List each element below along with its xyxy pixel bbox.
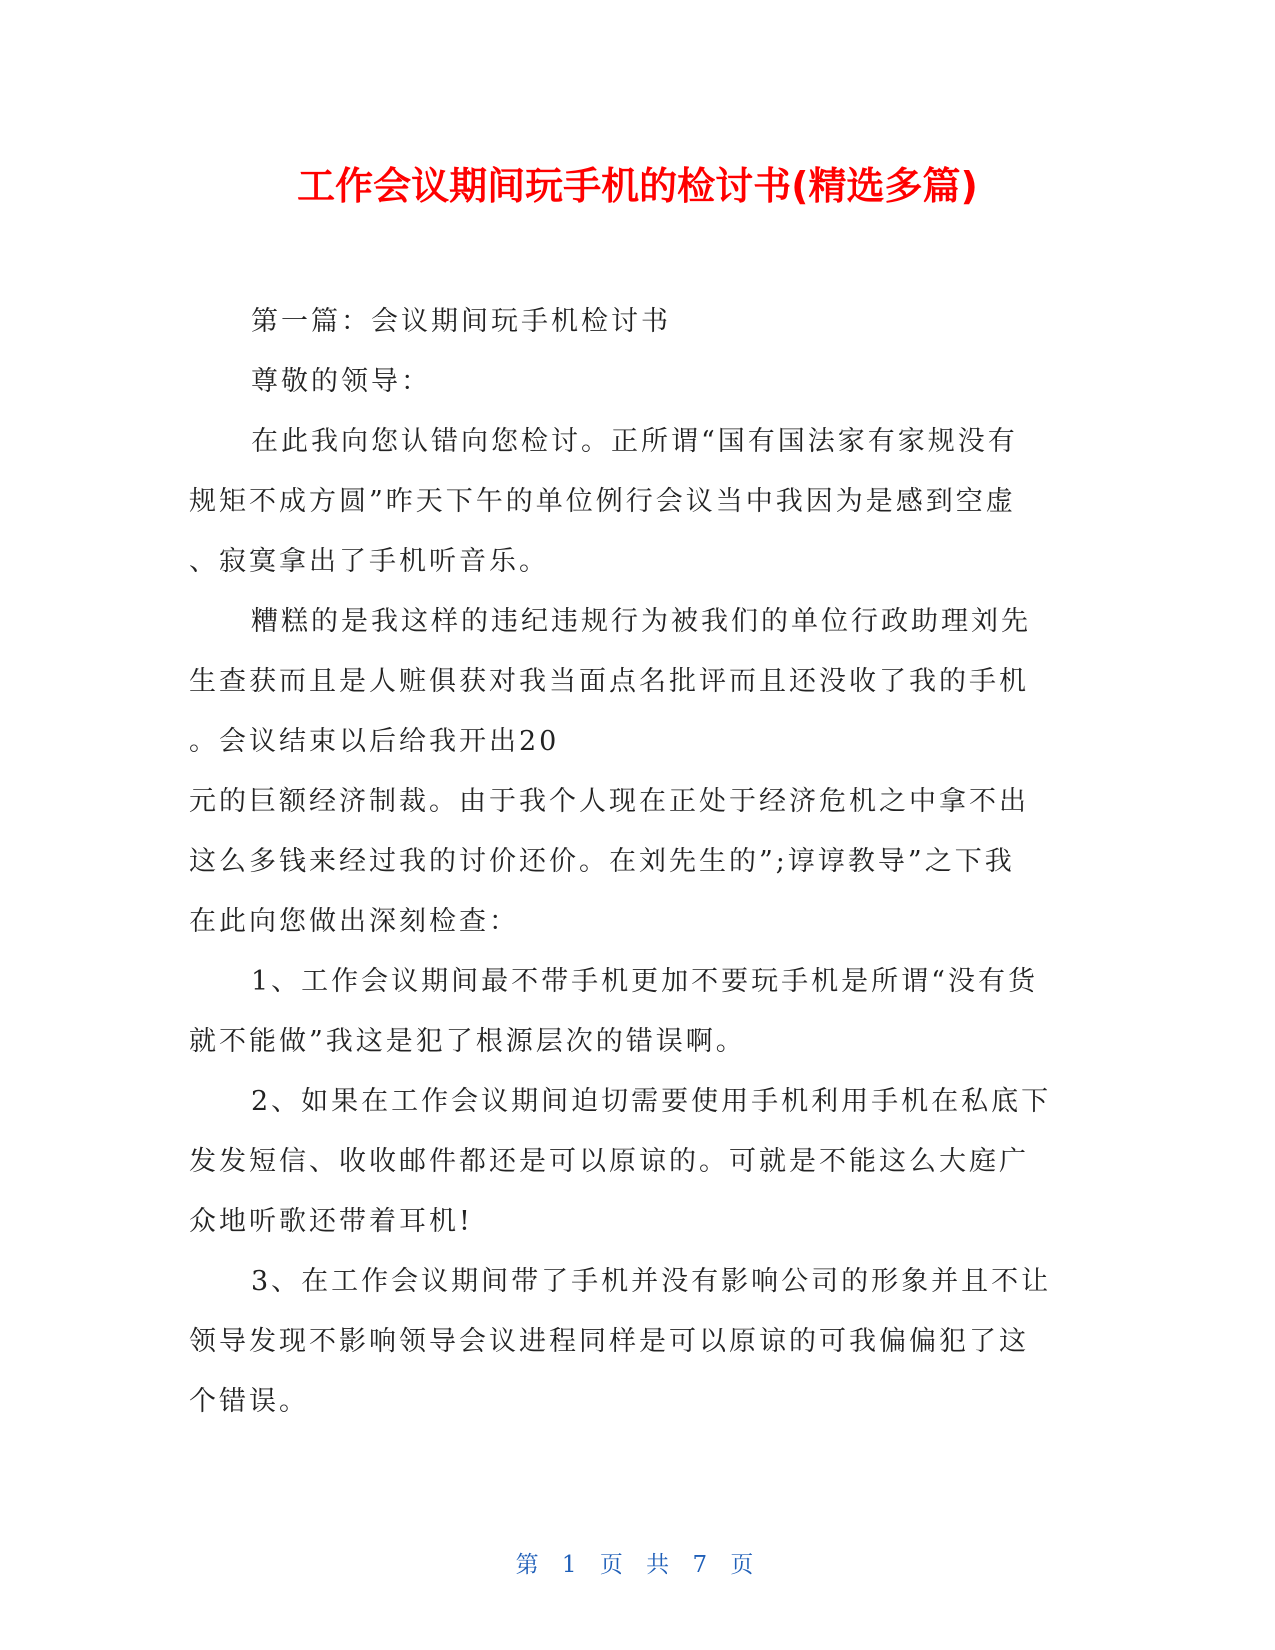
list-item-2: 2、如果在工作会议期间迫切需要使用手机利用手机在私底下	[251, 1086, 1052, 1117]
text-line: 这么多钱来经过我的讨价还价。在刘先生的”;谆谆教导”之下我	[189, 846, 1015, 877]
text-line: 发发短信、收收邮件都还是可以原谅的。可就是不能这么大庭广	[189, 1146, 1029, 1177]
text-line: 规矩不成方圆”昨天下午的单位例行会议当中我因为是感到空虚	[189, 486, 1016, 517]
text-line: 就不能做”我这是犯了根源层次的错误啊。	[189, 1026, 746, 1057]
text-line: 元的巨额经济制裁。由于我个人现在正处于经济危机之中拿不出	[189, 786, 1029, 817]
text-line: 个错误。	[189, 1386, 309, 1417]
salutation: 尊敬的领导：	[251, 366, 431, 397]
text-line: 领导发现不影响领导会议进程同样是可以原谅的可我偏偏犯了这	[189, 1326, 1029, 1357]
text-line: 生查获而且是人赃俱获对我当面点名批评而且还没收了我的手机	[189, 666, 1029, 697]
list-item-1: 1、工作会议期间最不带手机更加不要玩手机是所谓“没有货	[251, 966, 1038, 997]
list-item-3: 3、在工作会议期间带了手机并没有影响公司的形象并且不让	[251, 1266, 1052, 1297]
text-line: 在此向您做出深刻检查：	[189, 906, 519, 937]
text-line: 、寂寞拿出了手机听音乐。	[189, 546, 549, 577]
text-line: 。会议结束以后给我开出20	[189, 726, 560, 757]
document-body	[189, 292, 1079, 1432]
text-line: 众地听歌还带着耳机!	[189, 1206, 473, 1237]
text-line: 在此我向您认错向您检讨。正所谓“国有国法家有家规没有	[251, 426, 1018, 457]
document-title: 工作会议期间玩手机的检讨书(精选多篇)	[297, 164, 978, 208]
page-number-footer: 第 1 页 共 7 页	[515, 1552, 760, 1578]
text-line: 糟糕的是我这样的违纪违规行为被我们的单位行政助理刘先	[251, 606, 1031, 637]
section-heading: 第一篇：会议期间玩手机检讨书	[251, 306, 671, 337]
